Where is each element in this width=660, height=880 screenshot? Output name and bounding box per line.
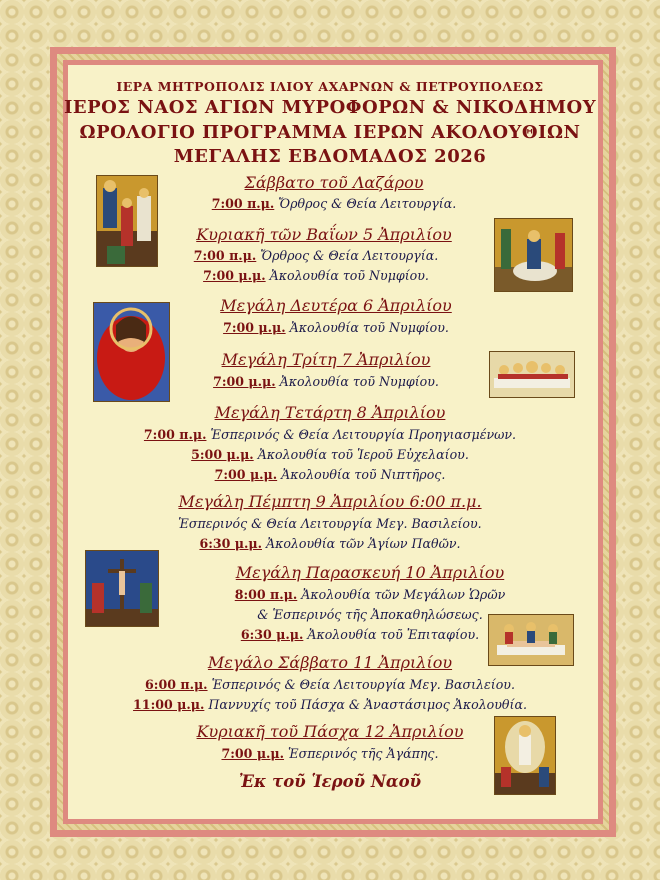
service-line: 7:00 μ.μ. Ἀκολουθία τοῦ Νυμφίου. <box>203 268 429 283</box>
service-line: 11:00 μ.μ. Παννυχίς τοῦ Πάσχα & Ἀναστάσιμος Ἀκολουθία. <box>133 697 527 712</box>
day-heading: Σάββατο τοῦ Λαζάρου <box>244 173 424 192</box>
service-line: & Ἑσπερινός τῆς Ἀποκαθηλώσεως. <box>257 607 483 622</box>
service-line: 7:00 μ.μ. Ἑσπερινός τῆς Ἀγάπης. <box>221 746 439 761</box>
service-line: 6:30 μ.μ. Ἀκολουθία τοῦ Ἐπιταφίου. <box>240 627 480 642</box>
service-line: 7:00 μ.μ. Ἀκολουθία τοῦ Νιπτῆρος. <box>214 467 446 482</box>
service-line: 7:00 π.μ. Ἑσπερινός & Θεία Λειτουργία Προηγιασμένων. <box>143 427 517 442</box>
metropolis-title: ΙΕΡΑ ΜΗΤΡΟΠΟΛΙΣ ΙΛΙΟΥ ΑΧΑΡΝΩΝ & ΠΕΤΡΟΥΠΟΛΕΩΣ <box>116 79 544 94</box>
service-line: 8:00 π.μ. Ἀκολουθία τῶν Μεγάλων Ὡρῶν <box>234 587 506 602</box>
crucifixion-icon <box>85 550 159 627</box>
schedule-title: ΩΡΟΛΟΓΙΟ ΠΡΟΓΡΑΜΜΑ ΙΕΡΩΝ ΑΚΟΛΟΥΘΙΩΝ <box>79 122 581 143</box>
service-line: 5:00 μ.μ. Ἀκολουθία τοῦ Ἱεροῦ Εὐχελαίου. <box>191 447 469 462</box>
day-heading: Μεγάλη Τρίτη 7 Ἀπριλίου <box>221 350 431 369</box>
day-heading: Μεγάλη Πέμπτη 9 Ἀπριλίου 6:00 π.μ. <box>178 492 482 511</box>
week-title: ΜΕΓΑΛΗΣ ΕΒΔΟΜΑΔΟΣ 2026 <box>173 146 487 167</box>
service-line: 6:00 π.μ. Ἑσπερινός & Θεία Λειτουργία Μεγ. Βασιλείου. <box>145 677 515 692</box>
day-heading: Μεγάλη Τετάρτη 8 Ἀπριλίου <box>214 403 446 422</box>
service-line: 7:00 π.μ. Ὄρθρος & Θεία Λειτουργία. <box>193 248 439 263</box>
raising-of-lazarus-icon <box>96 175 158 267</box>
church-title: ΙΕΡΟΣ ΝΑΟΣ ΑΓΙΩΝ ΜΥΡΟΦΟΡΩΝ & ΝΙΚΟΔΗΜΟΥ <box>63 97 597 118</box>
bridegroom-icon <box>93 302 170 402</box>
last-supper-icon <box>489 351 575 398</box>
service-line: 7:00 π.μ. Ὄρθρος & Θεία Λειτουργία. <box>211 196 457 211</box>
epitaphios-icon <box>488 614 574 666</box>
service-line: 7:00 μ.μ. Ἀκολουθία τοῦ Νυμφίου. <box>213 374 439 389</box>
service-line: Ἑσπερινός & Θεία Λειτουργία Μεγ. Βασιλείου. <box>178 516 482 531</box>
day-heading: Μεγάλη Παρασκευή 10 Ἀπριλίου <box>235 563 505 582</box>
service-line: 6:30 μ.μ. Ἀκολουθία τῶν Ἁγίων Παθῶν. <box>199 536 461 551</box>
resurrection-icon <box>494 716 556 795</box>
day-heading: Μεγάλο Σάββατο 11 Ἀπριλίου <box>207 653 453 672</box>
day-heading: Κυριακῆ τῶν Βαΐων 5 Ἀπριλίου <box>196 225 452 244</box>
service-line: 7:00 μ.μ. Ἀκολουθία τοῦ Νυμφίου. <box>223 320 449 335</box>
palm-sunday-icon <box>494 218 573 292</box>
day-heading: Κυριακῆ τοῦ Πάσχα 12 Ἀπριλίου <box>196 722 464 741</box>
closing-signature: Ἐκ τοῦ Ἱεροῦ Ναοῦ <box>238 772 422 791</box>
day-heading: Μεγάλη Δευτέρα 6 Ἀπριλίου <box>220 296 452 315</box>
